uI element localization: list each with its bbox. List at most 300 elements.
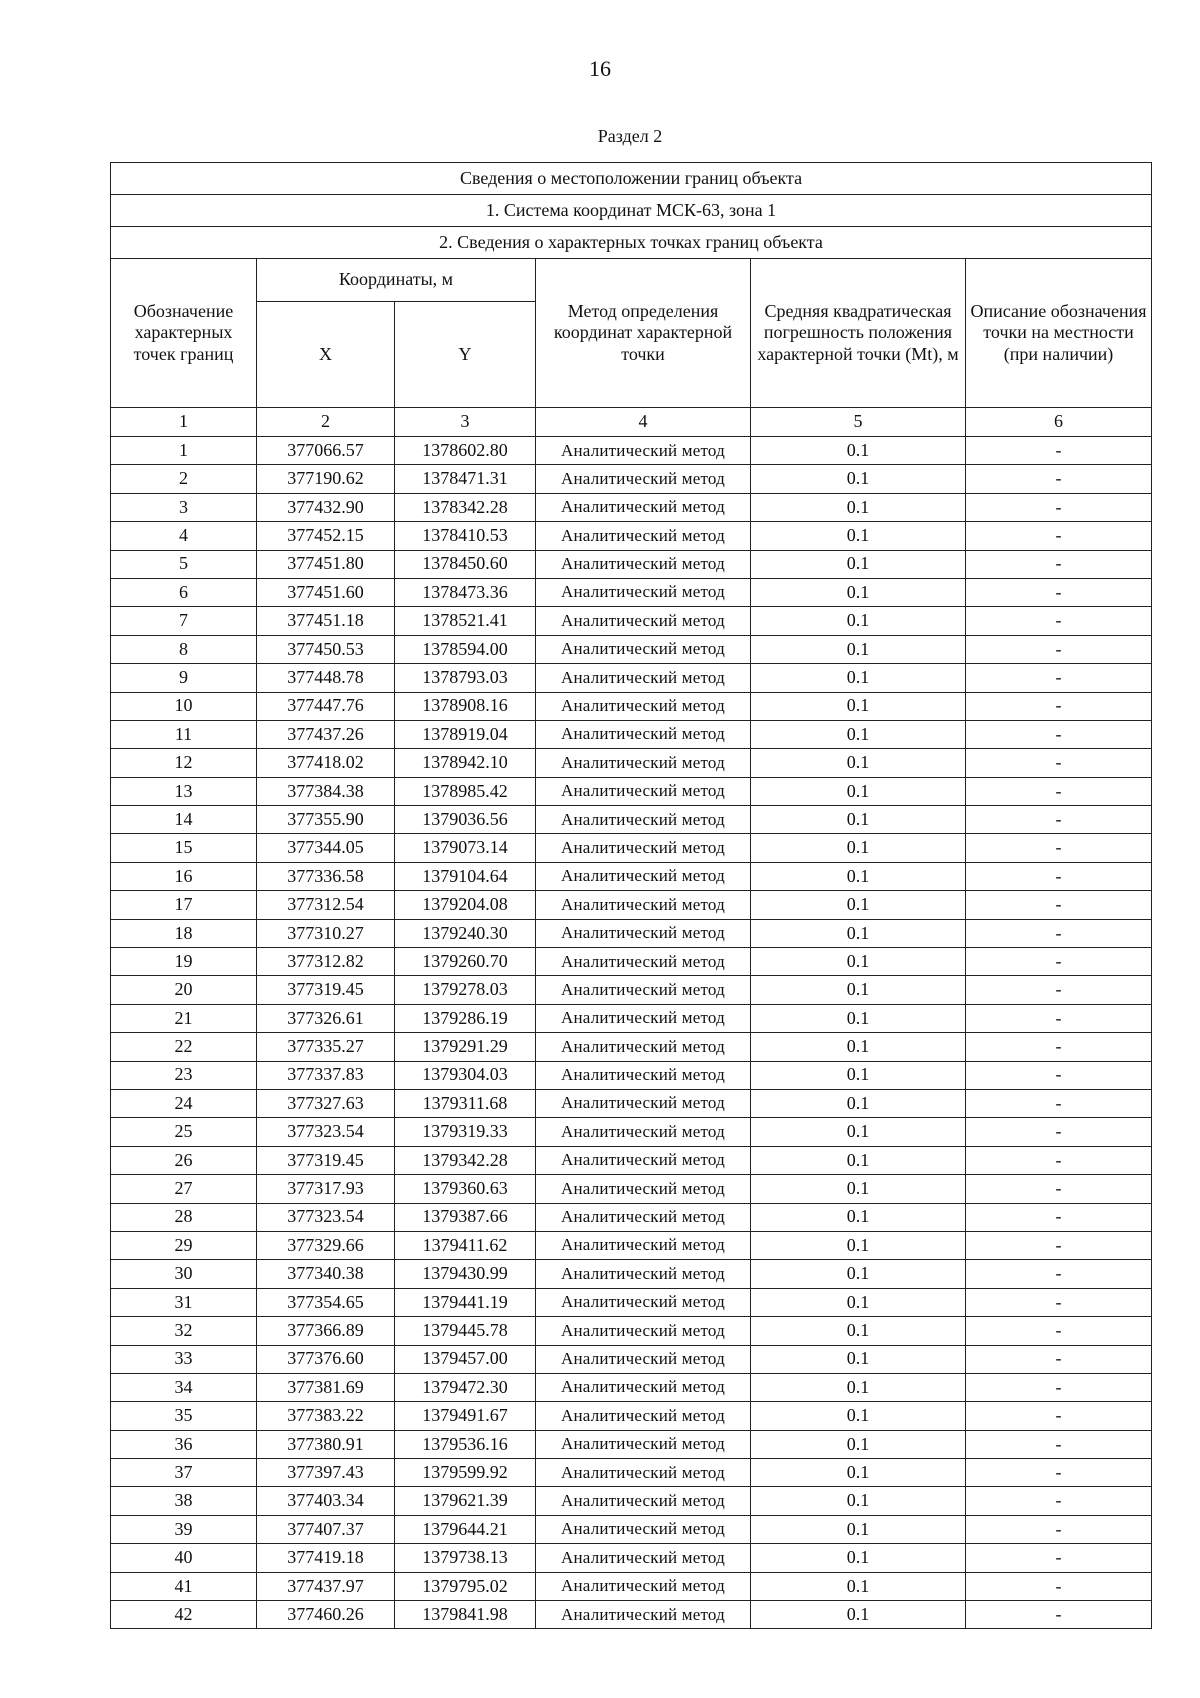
table-row bbox=[111, 1033, 1152, 1061]
point-number-cell: 31 bbox=[111, 1288, 257, 1316]
description-cell: - bbox=[966, 1033, 1152, 1061]
x-coordinate-cell: 377437.97 bbox=[257, 1572, 395, 1600]
table-row bbox=[111, 1515, 1152, 1543]
mean-error-cell: 0.1 bbox=[751, 664, 966, 692]
x-coordinate-cell: 377460.26 bbox=[257, 1601, 395, 1629]
mean-error-cell: 0.1 bbox=[751, 1317, 966, 1345]
method-cell: Аналитический метод bbox=[536, 465, 751, 493]
table-row bbox=[111, 607, 1152, 635]
x-coordinate-cell: 377397.43 bbox=[257, 1459, 395, 1487]
mean-error-cell: 0.1 bbox=[751, 550, 966, 578]
y-coordinate-cell: 1378450.60 bbox=[395, 550, 536, 578]
y-coordinate-cell: 1378342.28 bbox=[395, 493, 536, 521]
section-title: Раздел 2 bbox=[597, 126, 663, 146]
description-cell: - bbox=[966, 1260, 1152, 1288]
column-number: 5 bbox=[751, 408, 966, 437]
method-cell: Аналитический метод bbox=[536, 692, 751, 720]
method-cell: Аналитический метод bbox=[536, 1004, 751, 1032]
x-coordinate-cell: 377450.53 bbox=[257, 635, 395, 663]
description-cell: - bbox=[966, 862, 1152, 890]
table-row bbox=[111, 806, 1152, 834]
method-cell: Аналитический метод bbox=[536, 1061, 751, 1089]
description-cell: - bbox=[966, 550, 1152, 578]
table-row bbox=[111, 1544, 1152, 1572]
y-coordinate-cell: 1379278.03 bbox=[395, 976, 536, 1004]
point-number-cell: 9 bbox=[111, 664, 257, 692]
mean-error-cell: 0.1 bbox=[751, 891, 966, 919]
mean-error-cell: 0.1 bbox=[751, 465, 966, 493]
table-row bbox=[111, 720, 1152, 748]
x-coordinate-cell: 377437.26 bbox=[257, 720, 395, 748]
description-cell: - bbox=[966, 720, 1152, 748]
y-coordinate-cell: 1379411.62 bbox=[395, 1231, 536, 1259]
table-title: Сведения о местоположении границ объекта bbox=[111, 163, 1152, 195]
mean-error-cell: 0.1 bbox=[751, 1402, 966, 1430]
mean-error-cell: 0.1 bbox=[751, 862, 966, 890]
description-cell: - bbox=[966, 465, 1152, 493]
table-row bbox=[111, 578, 1152, 606]
method-cell: Аналитический метод bbox=[536, 437, 751, 465]
table-row bbox=[111, 635, 1152, 663]
y-coordinate-cell: 1379644.21 bbox=[395, 1515, 536, 1543]
method-cell: Аналитический метод bbox=[536, 1430, 751, 1458]
table-row bbox=[111, 1459, 1152, 1487]
x-coordinate-cell: 377344.05 bbox=[257, 834, 395, 862]
mean-error-cell: 0.1 bbox=[751, 1487, 966, 1515]
description-cell: - bbox=[966, 834, 1152, 862]
x-coordinate-cell: 377335.27 bbox=[257, 1033, 395, 1061]
mean-error-cell: 0.1 bbox=[751, 720, 966, 748]
mean-error-cell: 0.1 bbox=[751, 1345, 966, 1373]
method-cell: Аналитический метод bbox=[536, 834, 751, 862]
method-cell: Аналитический метод bbox=[536, 1231, 751, 1259]
description-cell: - bbox=[966, 1203, 1152, 1231]
method-cell: Аналитический метод bbox=[536, 862, 751, 890]
table-row bbox=[111, 1118, 1152, 1146]
method-cell: Аналитический метод bbox=[536, 1089, 751, 1117]
coordinate-system: 1. Система координат МСК-63, зона 1 bbox=[111, 195, 1152, 227]
method-cell: Аналитический метод bbox=[536, 919, 751, 947]
point-number-cell: 20 bbox=[111, 976, 257, 1004]
x-coordinate-cell: 377380.91 bbox=[257, 1430, 395, 1458]
method-cell: Аналитический метод bbox=[536, 976, 751, 1004]
description-cell: - bbox=[966, 1288, 1152, 1316]
method-cell: Аналитический метод bbox=[536, 1572, 751, 1600]
table-row bbox=[111, 1175, 1152, 1203]
point-number-cell: 19 bbox=[111, 948, 257, 976]
method-cell: Аналитический метод bbox=[536, 1118, 751, 1146]
point-number-cell: 6 bbox=[111, 578, 257, 606]
table-row bbox=[111, 862, 1152, 890]
description-cell: - bbox=[966, 976, 1152, 1004]
mean-error-cell: 0.1 bbox=[751, 1146, 966, 1174]
point-number-cell: 16 bbox=[111, 862, 257, 890]
x-coordinate-cell: 377319.45 bbox=[257, 1146, 395, 1174]
y-coordinate-cell: 1379360.63 bbox=[395, 1175, 536, 1203]
method-cell: Аналитический метод bbox=[536, 749, 751, 777]
point-number-cell: 36 bbox=[111, 1430, 257, 1458]
description-cell: - bbox=[966, 1544, 1152, 1572]
table-row bbox=[111, 891, 1152, 919]
y-coordinate-cell: 1379319.33 bbox=[395, 1118, 536, 1146]
x-coordinate-cell: 377432.90 bbox=[257, 493, 395, 521]
point-number-cell: 4 bbox=[111, 522, 257, 550]
method-cell: Аналитический метод bbox=[536, 1601, 751, 1629]
mean-error-cell: 0.1 bbox=[751, 493, 966, 521]
point-number-cell: 23 bbox=[111, 1061, 257, 1089]
description-cell: - bbox=[966, 1061, 1152, 1089]
mean-error-cell: 0.1 bbox=[751, 522, 966, 550]
table-row bbox=[111, 465, 1152, 493]
description-cell: - bbox=[966, 1601, 1152, 1629]
point-number-cell: 22 bbox=[111, 1033, 257, 1061]
mean-error-cell: 0.1 bbox=[751, 749, 966, 777]
header-coords: Координаты, м bbox=[257, 259, 536, 302]
table-row bbox=[111, 1203, 1152, 1231]
mean-error-cell: 0.1 bbox=[751, 1004, 966, 1032]
y-coordinate-cell: 1378521.41 bbox=[395, 607, 536, 635]
method-cell: Аналитический метод bbox=[536, 891, 751, 919]
description-cell: - bbox=[966, 806, 1152, 834]
description-cell: - bbox=[966, 635, 1152, 663]
table-row bbox=[111, 1061, 1152, 1089]
description-cell: - bbox=[966, 1004, 1152, 1032]
mean-error-cell: 0.1 bbox=[751, 1544, 966, 1572]
description-cell: - bbox=[966, 1572, 1152, 1600]
point-number-cell: 11 bbox=[111, 720, 257, 748]
mean-error-cell: 0.1 bbox=[751, 1061, 966, 1089]
point-number-cell: 7 bbox=[111, 607, 257, 635]
description-cell: - bbox=[966, 664, 1152, 692]
point-number-cell: 2 bbox=[111, 465, 257, 493]
point-number-cell: 5 bbox=[111, 550, 257, 578]
table-row bbox=[111, 1288, 1152, 1316]
x-coordinate-cell: 377451.60 bbox=[257, 578, 395, 606]
y-coordinate-cell: 1379073.14 bbox=[395, 834, 536, 862]
description-cell: - bbox=[966, 1430, 1152, 1458]
point-number-cell: 35 bbox=[111, 1402, 257, 1430]
mean-error-cell: 0.1 bbox=[751, 1288, 966, 1316]
description-cell: - bbox=[966, 1231, 1152, 1259]
description-cell: - bbox=[966, 948, 1152, 976]
table-row bbox=[111, 664, 1152, 692]
y-coordinate-cell: 1379342.28 bbox=[395, 1146, 536, 1174]
x-coordinate-cell: 377418.02 bbox=[257, 749, 395, 777]
y-coordinate-cell: 1379457.00 bbox=[395, 1345, 536, 1373]
x-coordinate-cell: 377323.54 bbox=[257, 1203, 395, 1231]
method-cell: Аналитический метод bbox=[536, 635, 751, 663]
mean-error-cell: 0.1 bbox=[751, 1601, 966, 1629]
x-coordinate-cell: 377376.60 bbox=[257, 1345, 395, 1373]
point-number-cell: 40 bbox=[111, 1544, 257, 1572]
y-coordinate-cell: 1379536.16 bbox=[395, 1430, 536, 1458]
y-coordinate-cell: 1379387.66 bbox=[395, 1203, 536, 1231]
table-row bbox=[111, 1430, 1152, 1458]
description-cell: - bbox=[966, 1146, 1152, 1174]
method-cell: Аналитический метод bbox=[536, 1373, 751, 1401]
point-number-cell: 41 bbox=[111, 1572, 257, 1600]
y-coordinate-cell: 1378908.16 bbox=[395, 692, 536, 720]
method-cell: Аналитический метод bbox=[536, 948, 751, 976]
mean-error-cell: 0.1 bbox=[751, 1373, 966, 1401]
y-coordinate-cell: 1379441.19 bbox=[395, 1288, 536, 1316]
y-coordinate-cell: 1378985.42 bbox=[395, 777, 536, 805]
y-coordinate-cell: 1379795.02 bbox=[395, 1572, 536, 1600]
description-cell: - bbox=[966, 749, 1152, 777]
table-row bbox=[111, 1487, 1152, 1515]
mean-error-cell: 0.1 bbox=[751, 607, 966, 635]
table-row bbox=[111, 1089, 1152, 1117]
x-coordinate-cell: 377329.66 bbox=[257, 1231, 395, 1259]
x-coordinate-cell: 377366.89 bbox=[257, 1317, 395, 1345]
mean-error-cell: 0.1 bbox=[751, 437, 966, 465]
point-number-cell: 27 bbox=[111, 1175, 257, 1203]
mean-error-cell: 0.1 bbox=[751, 1231, 966, 1259]
column-number: 2 bbox=[257, 408, 395, 437]
mean-error-cell: 0.1 bbox=[751, 1203, 966, 1231]
description-cell: - bbox=[966, 578, 1152, 606]
mean-error-cell: 0.1 bbox=[751, 806, 966, 834]
point-number-cell: 12 bbox=[111, 749, 257, 777]
description-cell: - bbox=[966, 1118, 1152, 1146]
method-cell: Аналитический метод bbox=[536, 720, 751, 748]
boundary-points-table bbox=[110, 162, 1152, 1629]
y-coordinate-cell: 1379291.29 bbox=[395, 1033, 536, 1061]
x-coordinate-cell: 377317.93 bbox=[257, 1175, 395, 1203]
x-coordinate-cell: 377403.34 bbox=[257, 1487, 395, 1515]
x-coordinate-cell: 377384.38 bbox=[257, 777, 395, 805]
x-coordinate-cell: 377310.27 bbox=[257, 919, 395, 947]
point-number-cell: 33 bbox=[111, 1345, 257, 1373]
y-coordinate-cell: 1379472.30 bbox=[395, 1373, 536, 1401]
y-coordinate-cell: 1379240.30 bbox=[395, 919, 536, 947]
method-cell: Аналитический метод bbox=[536, 806, 751, 834]
table-row bbox=[111, 919, 1152, 947]
method-cell: Аналитический метод bbox=[536, 1515, 751, 1543]
table-row bbox=[111, 550, 1152, 578]
table-row bbox=[111, 749, 1152, 777]
mean-error-cell: 0.1 bbox=[751, 1260, 966, 1288]
table-row bbox=[111, 1601, 1152, 1629]
column-number: 4 bbox=[536, 408, 751, 437]
y-coordinate-cell: 1379036.56 bbox=[395, 806, 536, 834]
y-coordinate-cell: 1379260.70 bbox=[395, 948, 536, 976]
point-number-cell: 37 bbox=[111, 1459, 257, 1487]
y-coordinate-cell: 1379621.39 bbox=[395, 1487, 536, 1515]
point-number-cell: 26 bbox=[111, 1146, 257, 1174]
point-number-cell: 38 bbox=[111, 1487, 257, 1515]
description-cell: - bbox=[966, 1345, 1152, 1373]
x-coordinate-cell: 377448.78 bbox=[257, 664, 395, 692]
point-number-cell: 30 bbox=[111, 1260, 257, 1288]
x-coordinate-cell: 377327.63 bbox=[257, 1089, 395, 1117]
mean-error-cell: 0.1 bbox=[751, 948, 966, 976]
method-cell: Аналитический метод bbox=[536, 1260, 751, 1288]
y-coordinate-cell: 1378793.03 bbox=[395, 664, 536, 692]
method-cell: Аналитический метод bbox=[536, 578, 751, 606]
y-coordinate-cell: 1378919.04 bbox=[395, 720, 536, 748]
mean-error-cell: 0.1 bbox=[751, 1430, 966, 1458]
x-coordinate-cell: 377312.54 bbox=[257, 891, 395, 919]
point-number-cell: 13 bbox=[111, 777, 257, 805]
x-coordinate-cell: 377066.57 bbox=[257, 437, 395, 465]
table-row bbox=[111, 1260, 1152, 1288]
mean-error-cell: 0.1 bbox=[751, 692, 966, 720]
table-row bbox=[111, 493, 1152, 521]
point-number-cell: 17 bbox=[111, 891, 257, 919]
y-coordinate-cell: 1379841.98 bbox=[395, 1601, 536, 1629]
table-row bbox=[111, 1146, 1152, 1174]
description-cell: - bbox=[966, 1459, 1152, 1487]
description-cell: - bbox=[966, 919, 1152, 947]
point-number-cell: 21 bbox=[111, 1004, 257, 1032]
x-coordinate-cell: 377447.76 bbox=[257, 692, 395, 720]
method-cell: Аналитический метод bbox=[536, 1402, 751, 1430]
table-row bbox=[111, 834, 1152, 862]
mean-error-cell: 0.1 bbox=[751, 976, 966, 1004]
method-cell: Аналитический метод bbox=[536, 1146, 751, 1174]
point-number-cell: 32 bbox=[111, 1317, 257, 1345]
y-coordinate-cell: 1379311.68 bbox=[395, 1089, 536, 1117]
description-cell: - bbox=[966, 1487, 1152, 1515]
column-number: 1 bbox=[111, 408, 257, 437]
table-row bbox=[111, 1004, 1152, 1032]
description-cell: - bbox=[966, 1317, 1152, 1345]
x-coordinate-cell: 377326.61 bbox=[257, 1004, 395, 1032]
y-coordinate-cell: 1379286.19 bbox=[395, 1004, 536, 1032]
description-cell: - bbox=[966, 437, 1152, 465]
mean-error-cell: 0.1 bbox=[751, 1118, 966, 1146]
x-coordinate-cell: 377354.65 bbox=[257, 1288, 395, 1316]
y-coordinate-cell: 1379738.13 bbox=[395, 1544, 536, 1572]
table-row bbox=[111, 1572, 1152, 1600]
table-row bbox=[111, 1373, 1152, 1401]
x-coordinate-cell: 377355.90 bbox=[257, 806, 395, 834]
column-number: 3 bbox=[395, 408, 536, 437]
x-coordinate-cell: 377323.54 bbox=[257, 1118, 395, 1146]
description-cell: - bbox=[966, 1373, 1152, 1401]
table-row bbox=[111, 1402, 1152, 1430]
y-coordinate-cell: 1379304.03 bbox=[395, 1061, 536, 1089]
method-cell: Аналитический метод bbox=[536, 1544, 751, 1572]
header-method: Метод определения координат характерной точки bbox=[536, 259, 751, 408]
x-coordinate-cell: 377381.69 bbox=[257, 1373, 395, 1401]
mean-error-cell: 0.1 bbox=[751, 1175, 966, 1203]
description-cell: - bbox=[966, 1089, 1152, 1117]
x-coordinate-cell: 377407.37 bbox=[257, 1515, 395, 1543]
table-row bbox=[111, 948, 1152, 976]
y-coordinate-cell: 1379599.92 bbox=[395, 1459, 536, 1487]
description-cell: - bbox=[966, 692, 1152, 720]
y-coordinate-cell: 1379445.78 bbox=[395, 1317, 536, 1345]
mean-error-cell: 0.1 bbox=[751, 1089, 966, 1117]
x-coordinate-cell: 377319.45 bbox=[257, 976, 395, 1004]
x-coordinate-cell: 377336.58 bbox=[257, 862, 395, 890]
x-coordinate-cell: 377419.18 bbox=[257, 1544, 395, 1572]
mean-error-cell: 0.1 bbox=[751, 919, 966, 947]
y-coordinate-cell: 1378471.31 bbox=[395, 465, 536, 493]
method-cell: Аналитический метод bbox=[536, 1175, 751, 1203]
mean-error-cell: 0.1 bbox=[751, 635, 966, 663]
point-number-cell: 1 bbox=[111, 437, 257, 465]
column-number: 6 bbox=[966, 408, 1152, 437]
x-coordinate-cell: 377337.83 bbox=[257, 1061, 395, 1089]
y-coordinate-cell: 1378473.36 bbox=[395, 578, 536, 606]
method-cell: Аналитический метод bbox=[536, 607, 751, 635]
table-row bbox=[111, 522, 1152, 550]
method-cell: Аналитический метод bbox=[536, 550, 751, 578]
method-cell: Аналитический метод bbox=[536, 522, 751, 550]
method-cell: Аналитический метод bbox=[536, 777, 751, 805]
mean-error-cell: 0.1 bbox=[751, 1572, 966, 1600]
method-cell: Аналитический метод bbox=[536, 1033, 751, 1061]
header-description: Описание обозначения точки на местности (при наличии) bbox=[966, 259, 1152, 408]
mean-error-cell: 0.1 bbox=[751, 1459, 966, 1487]
point-number-cell: 39 bbox=[111, 1515, 257, 1543]
description-cell: - bbox=[966, 1175, 1152, 1203]
point-number-cell: 25 bbox=[111, 1118, 257, 1146]
point-number-cell: 42 bbox=[111, 1601, 257, 1629]
point-number-cell: 24 bbox=[111, 1089, 257, 1117]
method-cell: Аналитический метод bbox=[536, 493, 751, 521]
method-cell: Аналитический метод bbox=[536, 1317, 751, 1345]
y-coordinate-cell: 1378942.10 bbox=[395, 749, 536, 777]
table-row bbox=[111, 437, 1152, 465]
method-cell: Аналитический метод bbox=[536, 1288, 751, 1316]
point-number-cell: 28 bbox=[111, 1203, 257, 1231]
y-coordinate-cell: 1378594.00 bbox=[395, 635, 536, 663]
method-cell: Аналитический метод bbox=[536, 1459, 751, 1487]
method-cell: Аналитический метод bbox=[536, 1487, 751, 1515]
table-row bbox=[111, 692, 1152, 720]
description-cell: - bbox=[966, 607, 1152, 635]
x-coordinate-cell: 377451.80 bbox=[257, 550, 395, 578]
table-row bbox=[111, 1231, 1152, 1259]
x-coordinate-cell: 377340.38 bbox=[257, 1260, 395, 1288]
description-cell: - bbox=[966, 891, 1152, 919]
table-body bbox=[111, 437, 1152, 1629]
mean-error-cell: 0.1 bbox=[751, 1515, 966, 1543]
page-number: 16 bbox=[589, 56, 611, 81]
header-x: X bbox=[257, 302, 395, 408]
point-number-cell: 34 bbox=[111, 1373, 257, 1401]
y-coordinate-cell: 1378410.53 bbox=[395, 522, 536, 550]
x-coordinate-cell: 377312.82 bbox=[257, 948, 395, 976]
method-cell: Аналитический метод bbox=[536, 1345, 751, 1373]
table-row bbox=[111, 1345, 1152, 1373]
x-coordinate-cell: 377190.62 bbox=[257, 465, 395, 493]
point-number-cell: 10 bbox=[111, 692, 257, 720]
table-row bbox=[111, 976, 1152, 1004]
mean-error-cell: 0.1 bbox=[751, 777, 966, 805]
method-cell: Аналитический метод bbox=[536, 1203, 751, 1231]
description-cell: - bbox=[966, 777, 1152, 805]
header-y: Y bbox=[395, 302, 536, 408]
x-coordinate-cell: 377451.18 bbox=[257, 607, 395, 635]
header-error: Средняя квадратическая погрешность положения характерной точки (Mt), м bbox=[751, 259, 966, 408]
mean-error-cell: 0.1 bbox=[751, 578, 966, 606]
description-cell: - bbox=[966, 522, 1152, 550]
y-coordinate-cell: 1379430.99 bbox=[395, 1260, 536, 1288]
point-number-cell: 18 bbox=[111, 919, 257, 947]
y-coordinate-cell: 1378602.80 bbox=[395, 437, 536, 465]
y-coordinate-cell: 1379491.67 bbox=[395, 1402, 536, 1430]
description-cell: - bbox=[966, 493, 1152, 521]
y-coordinate-cell: 1379204.08 bbox=[395, 891, 536, 919]
header-point: Обозначение характерных точек границ bbox=[111, 259, 257, 408]
point-number-cell: 29 bbox=[111, 1231, 257, 1259]
table-row bbox=[111, 1317, 1152, 1345]
